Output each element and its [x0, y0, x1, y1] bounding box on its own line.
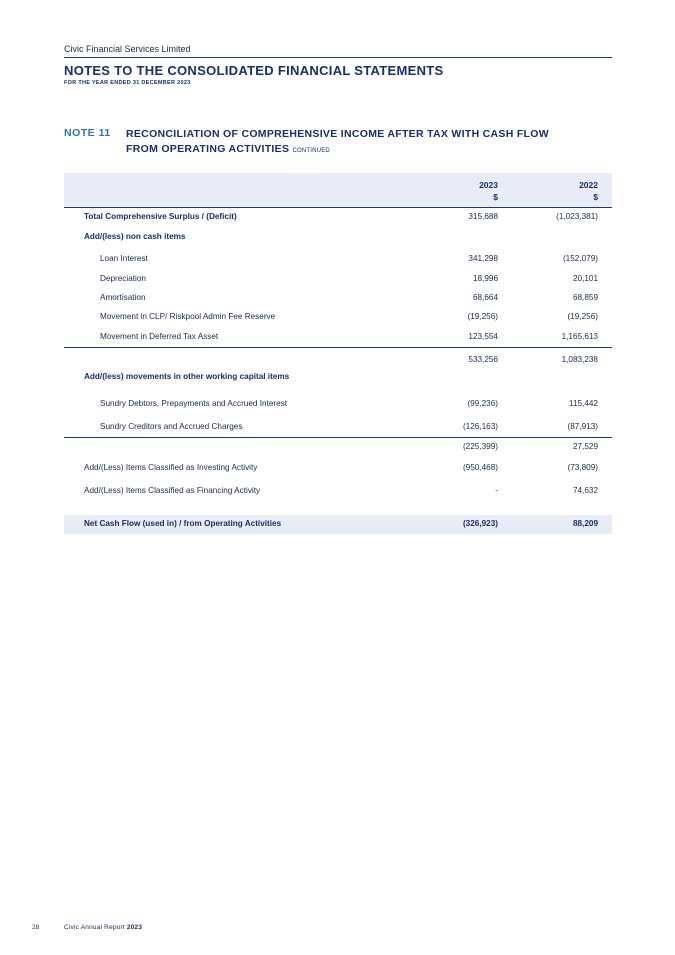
subtotal-rule: [64, 437, 612, 438]
table-row: [64, 291, 612, 307]
page-number: 28: [32, 924, 40, 931]
value-2022: 115,442: [569, 399, 598, 408]
footer-report-year: 2023: [126, 924, 143, 931]
column-header-2022: [579, 179, 598, 203]
value-2023: 315,688: [468, 212, 498, 221]
subtotal-2023: 533,256: [468, 355, 498, 364]
row-label: Sundry Debtors, Prepayments and Accrued Interest: [100, 399, 288, 408]
continued-label: CONTINUED: [292, 148, 330, 154]
table-row: [64, 252, 612, 268]
column-year-2022: 2022: [579, 180, 598, 190]
table-header: [64, 173, 612, 208]
value-2023: -: [495, 486, 498, 495]
note-title-line2-wrap: [126, 142, 566, 159]
value-2022: 20,101: [572, 274, 598, 283]
row-label: Add/(less) non cash items: [84, 232, 186, 241]
subtotal-2023: (225,399): [462, 442, 498, 451]
table-row: [64, 272, 612, 288]
table-row: [64, 230, 612, 246]
table-row: [64, 330, 612, 346]
value-2022: (73,809): [567, 463, 598, 472]
page-subtitle: FOR THE YEAR ENDED 31 DECEMBER 2023: [64, 80, 191, 86]
table-row: [64, 210, 612, 226]
company-name: Civic Financial Services Limited: [64, 44, 191, 54]
row-label: Loan Interest: [100, 254, 148, 263]
header-rule: [64, 57, 612, 58]
value-2023: (950,468): [462, 463, 498, 472]
value-2022: (19,256): [567, 312, 598, 321]
table-row: [64, 397, 612, 413]
row-label: Movement in Deferred Tax Asset: [100, 332, 219, 341]
value-2022: 68,859: [572, 293, 598, 302]
value-2023: 123,554: [468, 332, 498, 341]
total-label: Net Cash Flow (used in) / from Operating Activities: [84, 519, 282, 528]
row-label: Add/(less) movements in other working capital items: [84, 372, 290, 381]
subtotal-row: [64, 353, 612, 369]
note-number: NOTE 11: [64, 127, 111, 139]
subtotal-2022: 27,529: [572, 442, 598, 451]
row-label: Add/(Less) Items Classified as Financing Activity: [84, 486, 261, 495]
table-row: [64, 370, 612, 386]
value-2023: (99,236): [467, 399, 498, 408]
total-2022: 88,209: [572, 519, 598, 528]
footer-report: [64, 924, 142, 931]
row-label: Depreciation: [100, 274, 146, 283]
value-2023: 68,664: [472, 293, 498, 302]
column-header-2023: [479, 179, 498, 203]
row-label: Add/(Less) Items Classified as Investing Activity: [84, 463, 258, 472]
value-2022: (152,079): [562, 254, 598, 263]
value-2023: (126,163): [462, 422, 498, 431]
column-year-2023: 2023: [479, 180, 498, 190]
value-2022: (1,023,381): [556, 212, 598, 221]
column-unit-2022: $: [593, 192, 598, 202]
table-row: [64, 310, 612, 326]
note-title-line2: FROM OPERATING ACTIVITIES: [126, 143, 290, 155]
subtotal-2022: 1,083,238: [561, 355, 598, 364]
value-2023: 18,996: [472, 274, 498, 283]
value-2022: (87,913): [567, 422, 598, 431]
note-title: [126, 127, 566, 159]
subtotal-rule: [64, 347, 612, 348]
row-label: Sundry Creditors and Accrued Charges: [100, 422, 243, 431]
value-2022: 1,165,613: [561, 332, 598, 341]
table-row: [64, 420, 612, 436]
column-unit-2023: $: [493, 192, 498, 202]
row-label: Amortisation: [100, 293, 146, 302]
table-row: [64, 484, 612, 500]
table-row: [64, 461, 612, 477]
row-label: Total Comprehensive Surplus / (Deficit): [84, 212, 237, 221]
note-title-line1: RECONCILIATION OF COMPREHENSIVE INCOME AFTER TAX WITH CASH FLOW: [126, 128, 549, 140]
value-2023: (19,256): [467, 312, 498, 321]
subtotal-row: [64, 440, 612, 456]
value-2022: 74,632: [572, 486, 598, 495]
footer-report-prefix: Civic Annual Report: [64, 924, 125, 931]
page-title: NOTES TO THE CONSOLIDATED FINANCIAL STATEMENTS: [64, 63, 444, 78]
value-2023: 341,298: [468, 254, 498, 263]
total-row: [64, 517, 612, 533]
row-label: Movement in CLP/ Riskpool Admin Fee Reserve: [100, 312, 276, 321]
total-2023: (326,923): [462, 519, 498, 528]
